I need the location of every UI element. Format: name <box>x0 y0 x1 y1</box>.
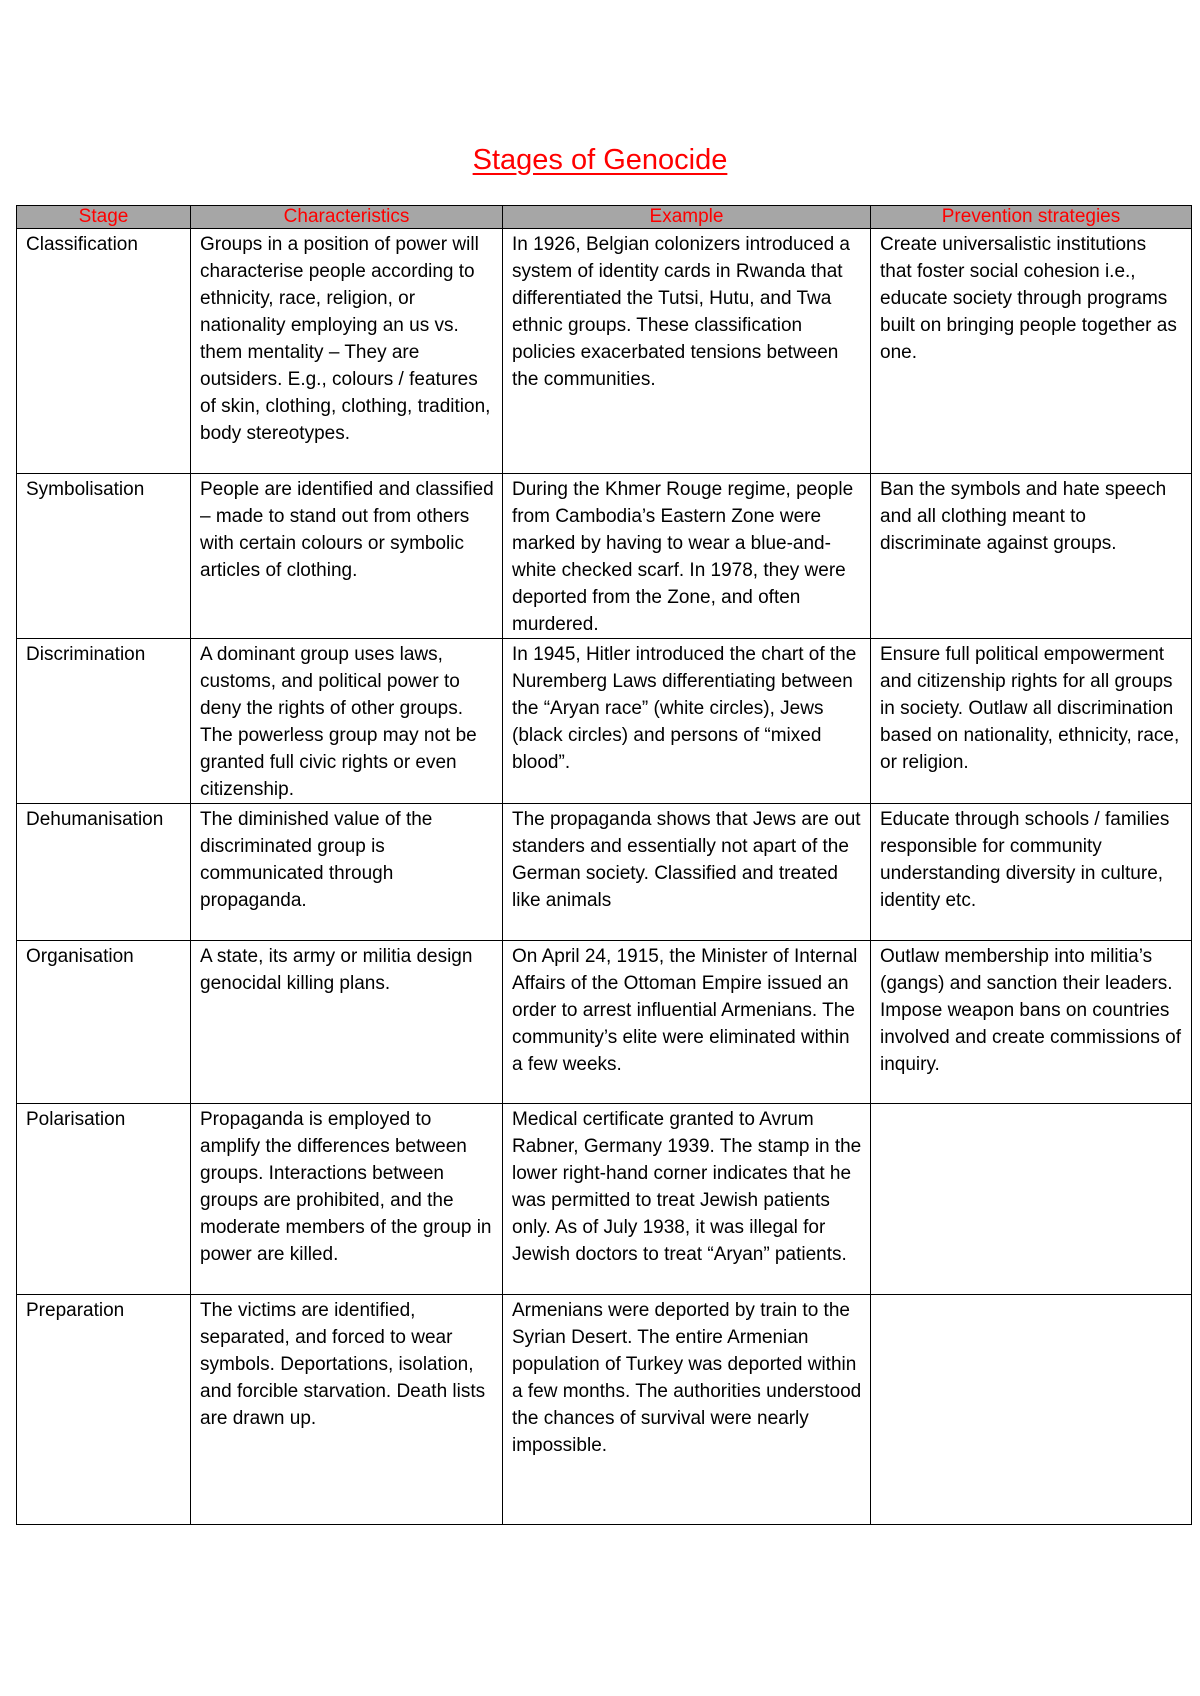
example-cell: On April 24, 1915, the Minister of Internal Affairs of the Ottoman Empire issued an order to arrest influential Armenians. The community’s elite were eliminated within a few weeks. <box>503 941 871 1104</box>
column-header-characteristics: Characteristics <box>191 206 503 229</box>
prevention-cell: Educate through schools / families responsible for community understanding diversity in culture, identity etc. <box>871 804 1192 941</box>
table-row <box>17 1104 1192 1295</box>
example-cell: In 1926, Belgian colonizers introduced a system of identity cards in Rwanda that differentiated the Tutsi, Hutu, and Twa ethnic groups. These classification policies exacerbated tensions between the communities. <box>503 229 871 474</box>
prevention-cell: Outlaw membership into militia’s (gangs) and sanction their leaders. Impose weapon bans on countries involved and create commissions of inquiry. <box>871 941 1192 1104</box>
stage-cell: Organisation <box>17 941 191 1104</box>
prevention-cell: Create universalistic institutions that foster social cohesion i.e., educate society through programs built on bringing people together as one. <box>871 229 1192 474</box>
column-header-stage: Stage <box>17 206 191 229</box>
stage-cell: Classification <box>17 229 191 474</box>
characteristics-cell: Propaganda is employed to amplify the differences between groups. Interactions between groups are prohibited, and the moderate members of the group in power are killed. <box>191 1104 503 1295</box>
prevention-cell: Ensure full political empowerment and citizenship rights for all groups in society. Outlaw all discrimination based on nationality, ethnicity, race, or religion. <box>871 639 1192 804</box>
table-row <box>17 474 1192 639</box>
characteristics-cell: The victims are identified, separated, and forced to wear symbols. Deportations, isolation, and forcible starvation. Death lists are drawn up. <box>191 1295 503 1525</box>
prevention-cell <box>871 1295 1192 1525</box>
stage-cell: Polarisation <box>17 1104 191 1295</box>
prevention-cell: Ban the symbols and hate speech and all clothing meant to discriminate against groups. <box>871 474 1192 639</box>
stage-cell: Dehumanisation <box>17 804 191 941</box>
characteristics-cell: The diminished value of the discriminated group is communicated through propaganda. <box>191 804 503 941</box>
characteristics-cell: A dominant group uses laws, customs, and political power to deny the rights of other groups. The powerless group may not be granted full civic rights or even citizenship. <box>191 639 503 804</box>
example-cell: The propaganda shows that Jews are out standers and essentially not apart of the German society. Classified and treated like animals <box>503 804 871 941</box>
page-title: Stages of Genocide <box>472 144 728 176</box>
stage-cell: Symbolisation <box>17 474 191 639</box>
column-header-prevention-strategies: Prevention strategies <box>871 206 1192 229</box>
characteristics-cell: A state, its army or militia design genocidal killing plans. <box>191 941 503 1104</box>
example-cell: Medical certificate granted to Avrum Rabner, Germany 1939. The stamp in the lower right-hand corner indicates that he was permitted to treat Jewish patients only. As of July 1938, it was illegal for Jewish doctors to treat “Aryan” patients. <box>503 1104 871 1295</box>
table-row <box>17 1295 1192 1525</box>
table-row <box>17 941 1192 1104</box>
table-row <box>17 639 1192 804</box>
characteristics-cell: Groups in a position of power will characterise people according to ethnicity, race, religion, or nationality employing an us vs. them mentality – They are outsiders. E.g., colours / features of skin, clothing, clothing, tradition, body stereotypes. <box>191 229 503 474</box>
prevention-cell <box>871 1104 1192 1295</box>
stages-table <box>16 205 1192 1525</box>
table-row <box>17 229 1192 474</box>
example-cell: In 1945, Hitler introduced the chart of the Nuremberg Laws differentiating between the “Aryan race” (white circles), Jews (black circles) and persons of “mixed blood”. <box>503 639 871 804</box>
table-header-row <box>17 206 1192 229</box>
column-header-example: Example <box>503 206 871 229</box>
example-cell: During the Khmer Rouge regime, people from Cambodia’s Eastern Zone were marked by having to wear a blue-and-white checked scarf. In 1978, they were deported from the Zone, and often murdered. <box>503 474 871 639</box>
example-cell: Armenians were deported by train to the Syrian Desert. The entire Armenian population of Turkey was deported within a few months. The authorities understood the chances of survival were nearly impossible. <box>503 1295 871 1525</box>
stage-cell: Preparation <box>17 1295 191 1525</box>
stage-cell: Discrimination <box>17 639 191 804</box>
table-row <box>17 804 1192 941</box>
characteristics-cell: People are identified and classified – made to stand out from others with certain colours or symbolic articles of clothing. <box>191 474 503 639</box>
